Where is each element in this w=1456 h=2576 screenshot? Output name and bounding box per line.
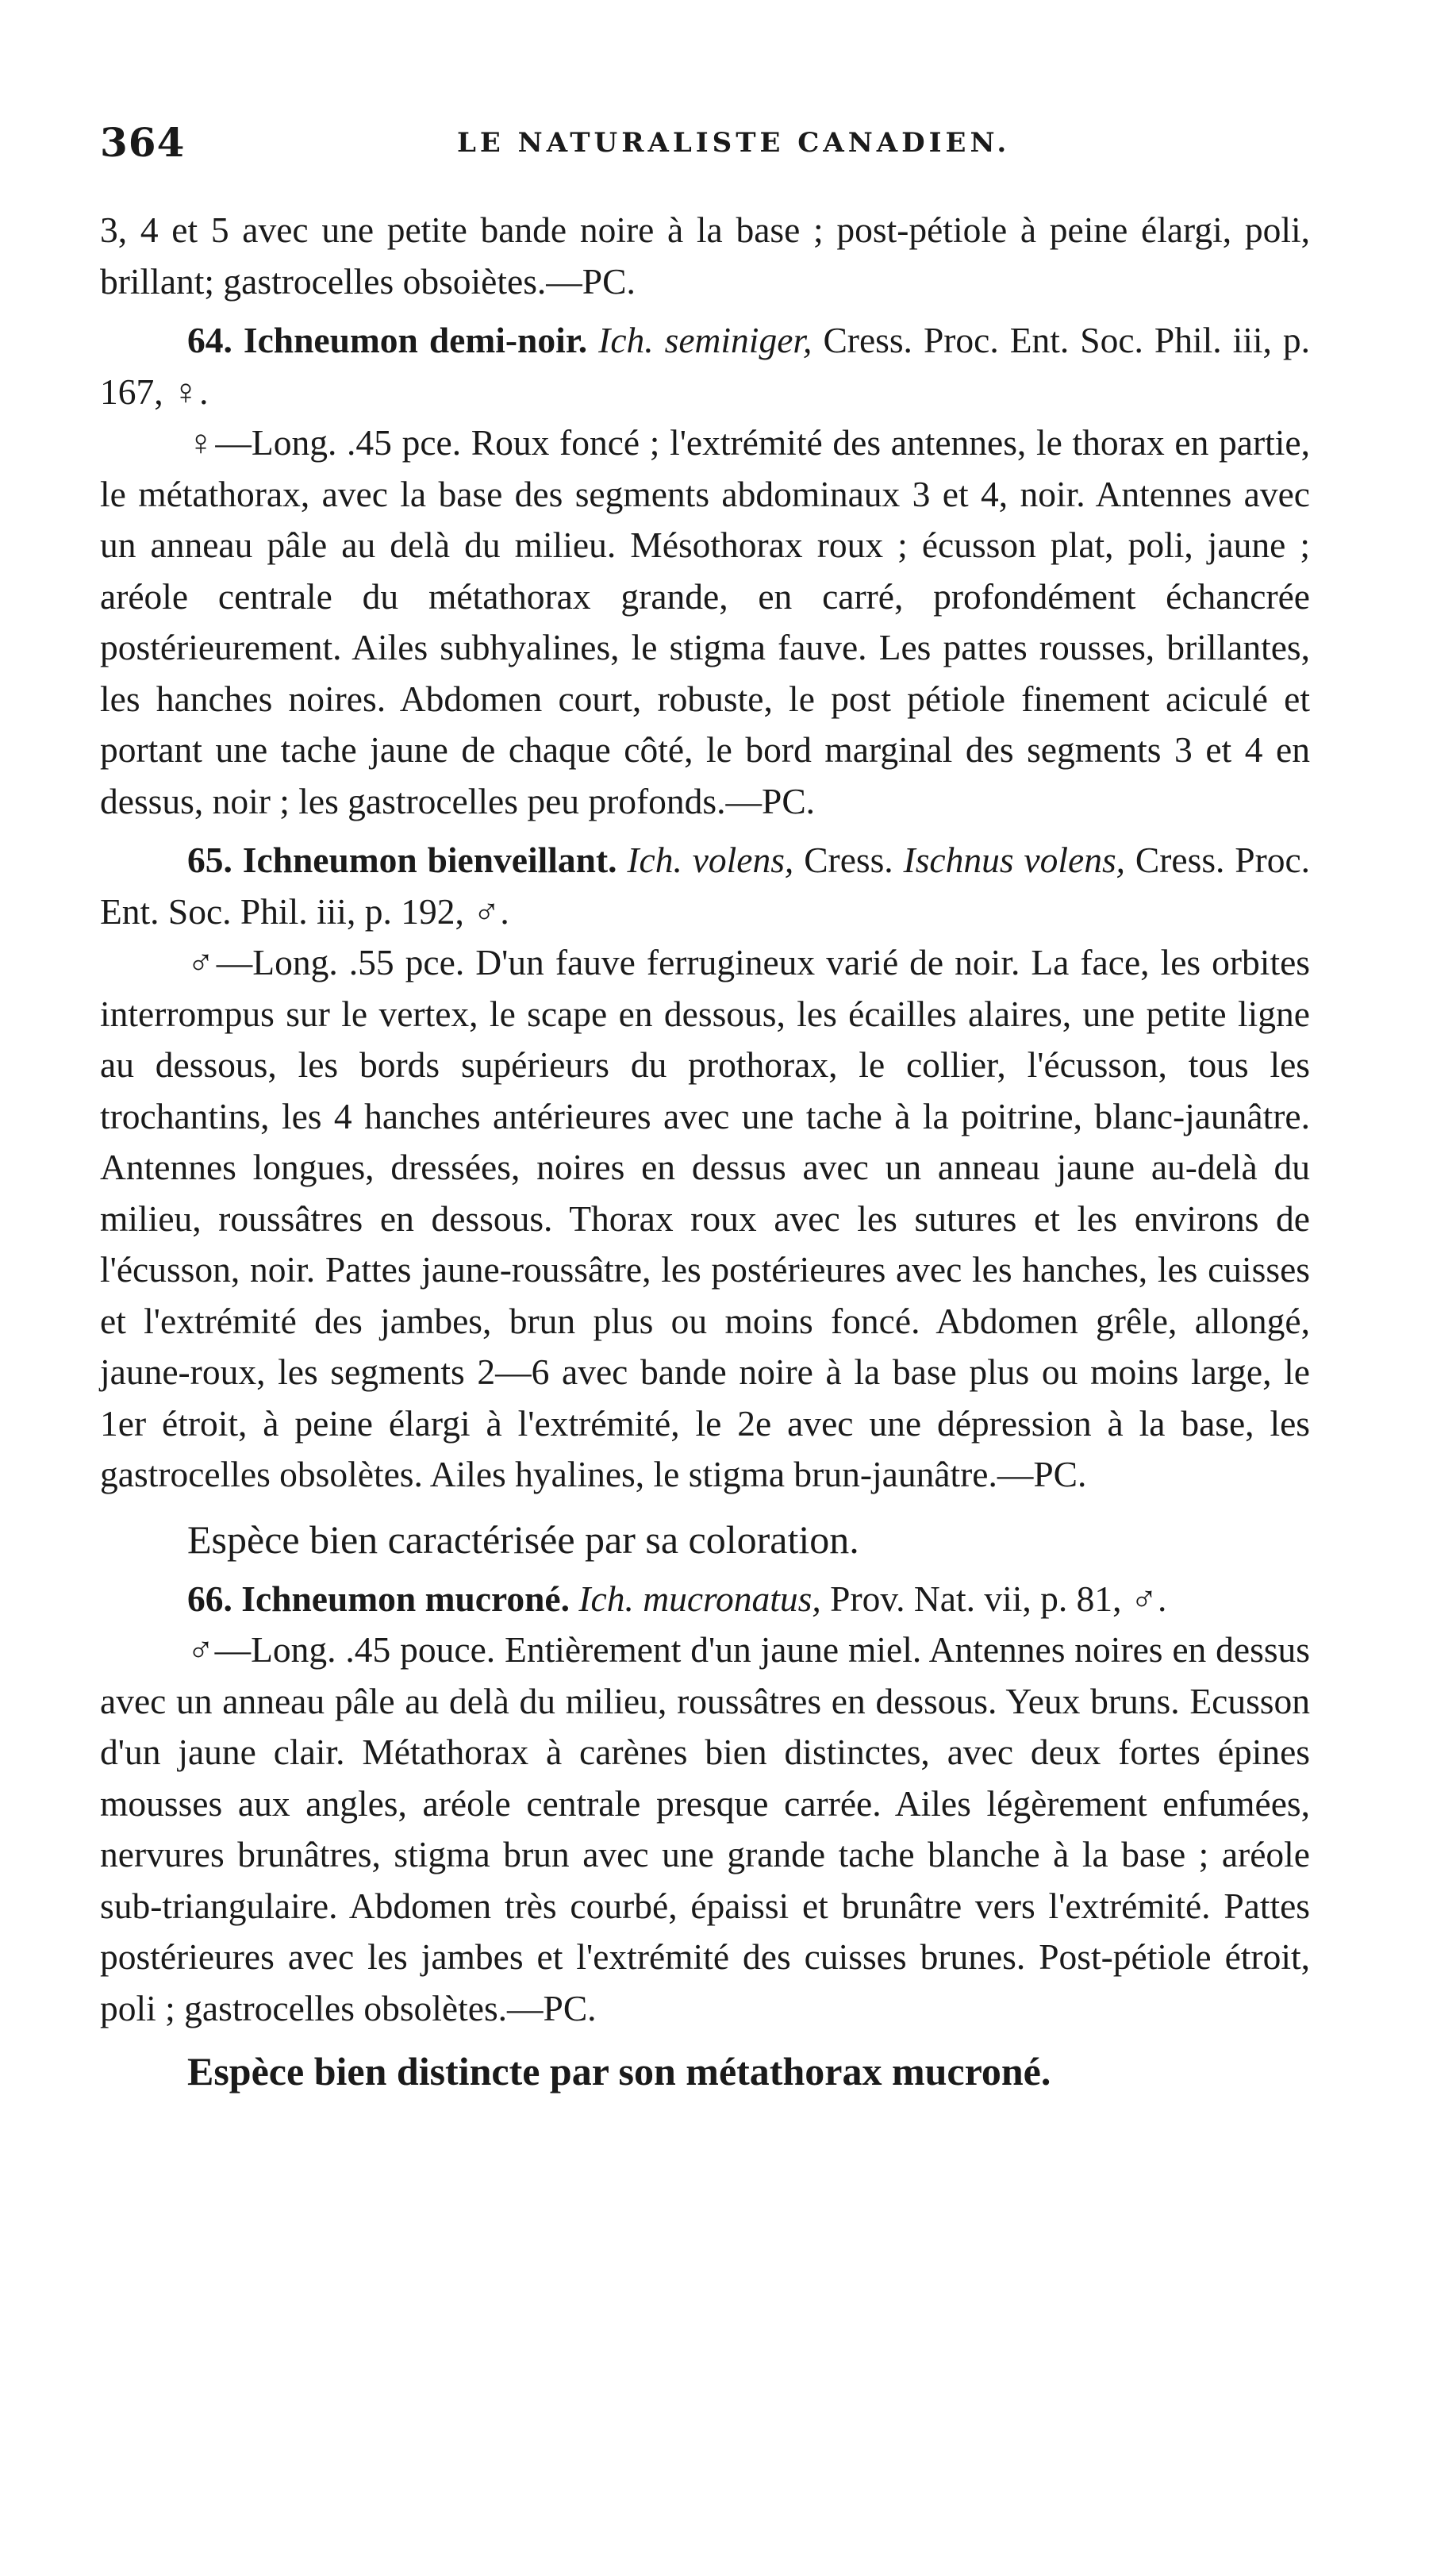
entry-name: Ichneumon mucroné. [241, 1578, 570, 1619]
species-description-66: ♂—Long. .45 pouce. Entièrement d'un jaune miel. Antennes noires en dessus avec un anneau pâle au delà du milieu, roussâtres en dessous. Yeux bruns. Ecusson d'un jaune clair. Métathorax à carènes bien distinctes, avec deux fortes épines mousses aux angles, aréole centrale presque carrée. Ailes légèrement enfumées, nervures brunâtres, stigma brun avec une grande tache blanche à la base ; aréole sub-triangulaire. Abdomen très courbé, épaissi et brunâtre vers l'extrémité. Pattes postérieures avec les jambes et l'extrémité des cuisses brunes. Post-pétiole étroit, poli ; gastrocelles obsolètes.—PC. [100, 1629, 1310, 2028]
page-header [100, 119, 1313, 183]
species-note-65: Espèce bien caractérisée par sa coloration. [187, 1517, 859, 1562]
species-note-66: Espèce bien distincte par son métathorax mucroné. [187, 2049, 1051, 2093]
entry-synonym: Ich. volens, [627, 840, 794, 880]
species-entry-64 [100, 315, 1310, 417]
entry-number: 64. [187, 320, 232, 360]
running-head: LE NATURALISTE CANADIEN. [457, 127, 1011, 159]
entry-number: 65. [187, 840, 232, 880]
entry-name: Ichneumon demi-noir. [243, 320, 588, 360]
continued-paragraph: 3, 4 et 5 avec une petite bande noire à la base ; post-pétiole à peine élargi, poli, brillant; gastrocelles obsoiètes.—PC. [100, 210, 1310, 302]
species-description-65: ♂—Long. .55 pce. D'un fauve ferrugineux varié de noir. La face, les orbites interrompus sur le vertex, le scape en dessous, les écailles alaires, une petite ligne au dessous, les bords supérieurs du prothorax, le collier, l'écusson, tous les trochantins, les 4 hanches antérieures avec une tache à la poitrine, blanc-jaunâtre. Antennes longues, dressées, noires en dessus avec un anneau jaune au-delà du milieu, roussâtres en dessous. Thorax roux avec les sutures et les environs de l'écusson, noir. Pattes jaune-roussâtre, les postérieures avec les hanches, les cuisses et l'extrémité des jambes, brun plus ou moins foncé. Abdomen grêle, allongé, jaune-roux, les segments 2—6 avec bande noire à la base plus ou moins large, le 1er étroit, à peine élargi à l'extrémité, le 2e avec une dépression à la base, les gastrocelles obsolètes. Ailes hyalines, le stigma brun-jaunâtre.—PC. [100, 942, 1310, 1494]
entry-synonym: Ich. mucronatus, [578, 1578, 821, 1619]
entry-reference: Cress. Proc. Ent. Soc. Phil. iii, p. 167, ♀. [100, 320, 1311, 412]
entry-reference-mid: Cress. [804, 840, 893, 880]
entry-number: 66. [187, 1578, 232, 1619]
species-entry-66 [100, 1574, 1310, 1625]
entry-reference: Cress. Proc. Ent. Soc. Phil. iii, p. 192, ♂. [100, 840, 1311, 932]
entry-synonym-2: Ischnus volens, [903, 840, 1126, 880]
entry-synonym: Ich. seminiger, [598, 320, 813, 360]
page-number: 364 [100, 119, 186, 166]
page-body [100, 205, 1310, 2097]
species-description-64: ♀—Long. .45 pce. Roux foncé ; l'extrémité des antennes, le thorax en partie, le métathorax, avec la base des segments abdominaux 3 et 4, noir. Antennes avec un anneau pâle au delà du milieu. Mésothorax roux ; écusson plat, poli, jaune ; aréole centrale du métathorax grande, en carré, profondément échancrée postérieurement. Ailes subhyalines, le stigma fauve. Les pattes rousses, brillantes, les hanches noires. Abdomen court, robuste, le post pétiole finement aciculé et portant une tache jaune de chaque côté, le bord marginal des segments 3 et 4 en dessus, noir ; les gastrocelles peu profonds.—PC. [100, 422, 1310, 821]
entry-reference: Prov. Nat. vii, p. 81, ♂. [830, 1578, 1167, 1619]
species-entry-65 [100, 835, 1310, 937]
entry-name: Ichneumon bienveillant. [242, 840, 617, 880]
